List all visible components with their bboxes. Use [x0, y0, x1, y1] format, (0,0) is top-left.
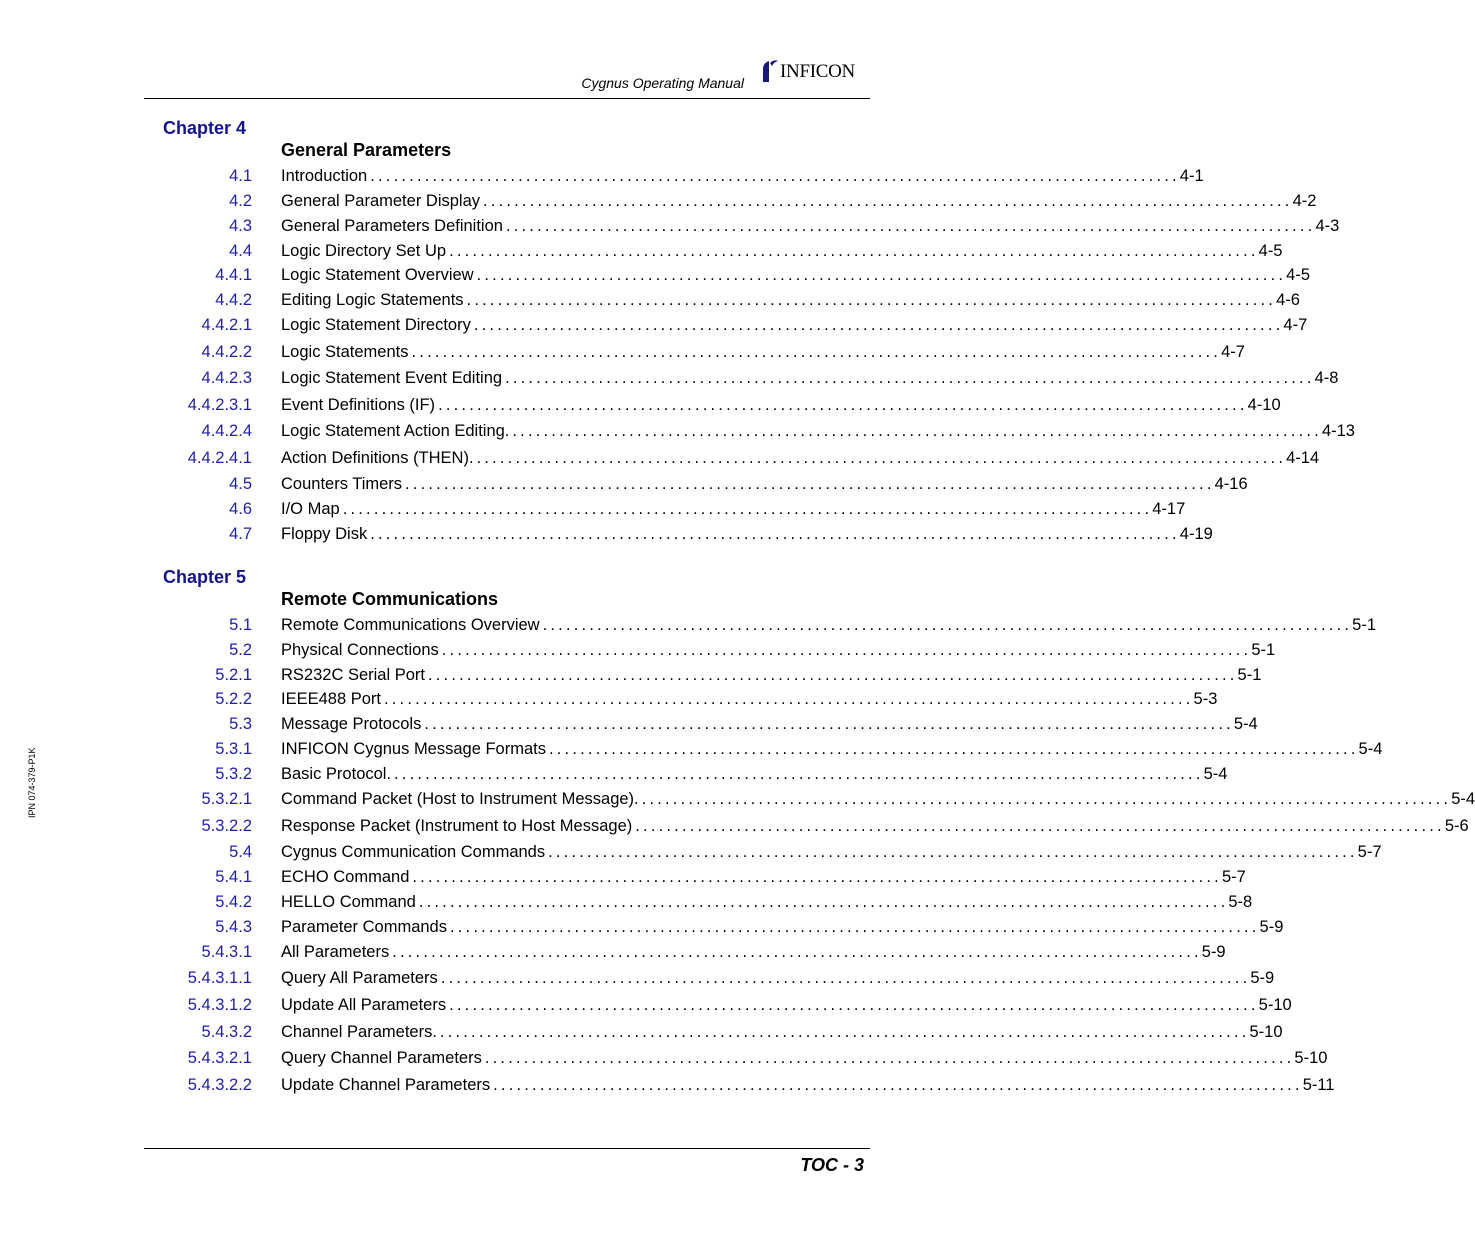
dot-leader: ........................................................................................................ [641, 790, 1452, 808]
page-number: 4-1 [1179, 167, 1204, 185]
section-number[interactable]: 5.2.2 [215, 690, 252, 708]
section-title: Cygnus Communication Commands [281, 843, 546, 861]
section-title: Message Protocols [281, 715, 422, 733]
dot-leader: ........................................................................................................ [438, 396, 1248, 414]
toc-entry[interactable] [144, 616, 1377, 638]
toc-entry[interactable] [144, 369, 1339, 391]
section-title: Counters Timers [281, 475, 403, 493]
page-number: 5-7 [1357, 843, 1382, 861]
section-title: Logic Statements [281, 343, 409, 361]
section-title: Floppy Disk [281, 525, 368, 543]
section-number[interactable]: 5.4.3.2 [201, 1023, 252, 1041]
toc-entry[interactable] [144, 666, 1262, 688]
section-number[interactable]: 5.4.3 [215, 918, 252, 936]
dot-leader: ........................................................................................................ [411, 343, 1222, 361]
toc-entry[interactable] [144, 422, 1355, 444]
toc-entry[interactable] [144, 266, 1311, 288]
dot-leader: ........................................................................................................ [441, 641, 1252, 659]
section-number[interactable]: 5.2 [229, 641, 252, 659]
page-number: 4-14 [1286, 449, 1320, 467]
logo-text: INFICON [780, 61, 855, 82]
section-title: Action Definitions (THEN). [281, 449, 474, 467]
section-number[interactable]: 5.1 [229, 616, 252, 634]
dot-leader: ........................................................................................................ [392, 943, 1202, 961]
section-title: Command Packet (Host to Instrument Message). [281, 790, 639, 808]
inficon-logo [760, 58, 872, 84]
section-title: Remote Communications Overview [281, 616, 540, 634]
toc-entry[interactable] [144, 943, 1226, 965]
page-number: 4-8 [1314, 369, 1339, 387]
dot-leader: ........................................................................................................ [412, 868, 1222, 886]
section-title: Editing Logic Statements [281, 291, 464, 309]
page-number: 4-5 [1286, 266, 1311, 284]
dot-leader: ........................................................................................................ [484, 1049, 1295, 1067]
toc-entry[interactable] [144, 765, 1228, 787]
toc-entry[interactable] [144, 893, 1253, 915]
dot-leader: ........................................................................................................ [342, 500, 1153, 518]
section-number[interactable]: 5.4 [229, 843, 252, 861]
section-number[interactable]: 4.4 [229, 242, 252, 260]
section-number[interactable]: 4.4.2.1 [201, 316, 252, 334]
section-number[interactable]: 5.4.3.1.2 [187, 996, 252, 1014]
dot-leader: ........................................................................................................ [505, 369, 1315, 387]
page-label: TOC - 3 [800, 1155, 864, 1175]
section-number[interactable]: 4.5 [229, 475, 252, 493]
chapter-label[interactable]: Chapter 5 [163, 567, 247, 587]
section-number[interactable]: 4.4.2.4 [201, 422, 252, 440]
page-number: 5-7 [1221, 868, 1246, 886]
page-number: 5-6 [1444, 817, 1469, 835]
toc-entry[interactable] [144, 1049, 1328, 1071]
section-number[interactable]: 5.4.3.2.1 [187, 1049, 252, 1067]
section-title: General Parameter Display [281, 192, 480, 210]
toc-entry[interactable] [144, 242, 1283, 264]
section-number[interactable]: 5.4.3.2.2 [187, 1076, 252, 1094]
page-number: 5-9 [1259, 918, 1284, 936]
toc-entry[interactable] [144, 690, 1218, 712]
toc-entry[interactable] [144, 449, 1320, 471]
section-number[interactable]: 4.4.2.2 [201, 343, 252, 361]
section-number[interactable]: 4.2 [229, 192, 252, 210]
footer-rule [144, 1148, 870, 1149]
section-number[interactable]: 4.4.2.4.1 [187, 449, 252, 467]
dot-leader: ........................................................................................................ [394, 765, 1204, 783]
section-title: Introduction [281, 167, 368, 185]
toc-entry[interactable] [144, 1023, 1283, 1045]
section-number[interactable]: 4.4.1 [215, 266, 252, 284]
toc-entry[interactable] [144, 475, 1248, 497]
section-number[interactable]: 5.2.1 [215, 666, 252, 684]
page-number: 4-7 [1283, 316, 1308, 334]
page-number: 5-10 [1249, 1023, 1283, 1041]
dot-leader: ........................................................................................................ [424, 715, 1234, 733]
page-number: 5-1 [1352, 616, 1377, 634]
toc-entry[interactable] [144, 969, 1275, 991]
toc-entry[interactable] [144, 740, 1383, 762]
section-number[interactable]: 4.3 [229, 217, 252, 235]
toc-entry[interactable] [144, 790, 1475, 812]
dot-leader: ........................................................................................................ [466, 291, 1277, 309]
section-title: RS232C Serial Port [281, 666, 425, 684]
section-title: Update All Parameters [281, 996, 447, 1014]
page-number: 4-17 [1152, 500, 1186, 518]
dot-leader: ........................................................................................................ [370, 525, 1180, 543]
page-number: 5-1 [1237, 666, 1262, 684]
dot-leader: ........................................................................................................ [440, 969, 1251, 987]
section-title: Logic Directory Set Up [281, 242, 447, 260]
section-number[interactable]: 5.3.1 [215, 740, 252, 758]
section-number[interactable]: 5.3 [229, 715, 252, 733]
page-number: 5-11 [1302, 1076, 1335, 1094]
section-title: Logic Statement Directory [281, 316, 471, 334]
dot-leader: ........................................................................................................ [439, 1023, 1250, 1041]
dot-leader: ........................................................................................................ [635, 817, 1445, 835]
section-title: Query All Parameters [281, 969, 438, 987]
page-number: 4-10 [1247, 396, 1281, 414]
section-number[interactable]: 5.3.2.2 [201, 817, 252, 835]
page-number: 5-4 [1203, 765, 1228, 783]
section-title: IEEE488 Port [281, 690, 381, 708]
section-title: Logic Statement Overview [281, 266, 474, 284]
section-number[interactable]: 5.4.1 [215, 868, 252, 886]
page-number: 4-6 [1276, 291, 1300, 309]
toc-entry[interactable] [144, 918, 1284, 940]
page-number: 5-3 [1193, 690, 1218, 708]
page-number: 4-5 [1258, 242, 1283, 260]
dot-leader: ........................................................................................................ [542, 616, 1353, 634]
page-number: 5-4 [1451, 790, 1475, 808]
section-number[interactable]: 4.7 [229, 525, 252, 543]
manual-title: Cygnus Operating Manual [581, 75, 744, 91]
section-title: HELLO Command [281, 893, 416, 911]
dot-leader: ........................................................................................................ [512, 422, 1322, 440]
dot-leader: ........................................................................................................ [548, 740, 1359, 758]
page-number: 5-9 [1201, 943, 1226, 961]
section-title: All Parameters [281, 943, 390, 961]
section-title: ECHO Command [281, 868, 410, 886]
toc-entry[interactable] [144, 525, 1213, 547]
section-number[interactable]: 5.3.2 [215, 765, 252, 783]
dot-leader: ........................................................................................................ [505, 217, 1316, 235]
page-number: 5-9 [1250, 969, 1275, 987]
dot-leader: ........................................................................................................ [493, 1076, 1303, 1094]
dot-leader: ........................................................................................................ [476, 449, 1287, 467]
toc-entry[interactable] [144, 167, 1204, 189]
page-number: 5-10 [1258, 996, 1292, 1014]
toc-entry[interactable] [144, 868, 1246, 890]
section-number[interactable]: 5.3.2.1 [201, 790, 252, 808]
section-title: Channel Parameters. [281, 1023, 437, 1041]
toc-entry[interactable] [144, 192, 1317, 214]
dot-leader: ........................................................................................................ [548, 843, 1358, 861]
page-number: 4-13 [1321, 422, 1355, 440]
toc-entry[interactable] [144, 843, 1382, 865]
chapter-title: Remote Communications [281, 589, 499, 609]
dot-leader: ........................................................................................................ [383, 690, 1194, 708]
section-title: Response Packet (Instrument to Host Message) [281, 817, 633, 835]
dot-leader: ........................................................................................................ [418, 893, 1229, 911]
toc-entry[interactable] [144, 316, 1308, 338]
header-rule [144, 98, 870, 99]
dot-leader: ........................................................................................................ [449, 242, 1259, 260]
page-number: 5-4 [1358, 740, 1383, 758]
page-number: 5-4 [1233, 715, 1258, 733]
page-number: 5-1 [1251, 641, 1276, 659]
section-number[interactable]: 4.6 [229, 500, 252, 518]
section-title: Logic Statement Action Editing. [281, 422, 510, 440]
dot-leader: ........................................................................................................ [370, 167, 1180, 185]
section-title: INFICON Cygnus Message Formats [281, 740, 546, 758]
toc-entry[interactable] [144, 343, 1245, 365]
section-title: Event Definitions (IF) [281, 396, 436, 414]
section-number[interactable]: 4.1 [229, 167, 252, 185]
dot-leader: ........................................................................................................ [405, 475, 1215, 493]
dot-leader: ........................................................................................................ [427, 666, 1238, 684]
toc-entry[interactable] [144, 291, 1300, 313]
section-title: Update Channel Parameters [281, 1076, 491, 1094]
section-title: Basic Protocol. [281, 765, 392, 783]
section-number[interactable]: 5.4.3.1.1 [187, 969, 252, 987]
page-number: 4-3 [1315, 217, 1340, 235]
page-number: 4-16 [1214, 475, 1248, 493]
toc-entry[interactable] [144, 996, 1292, 1018]
toc-entry[interactable] [144, 715, 1258, 737]
dot-leader: ........................................................................................................ [473, 316, 1284, 334]
section-number[interactable]: 4.4.2 [215, 291, 252, 309]
dot-leader: ........................................................................................................ [449, 996, 1259, 1014]
chapter-label[interactable]: Chapter 4 [163, 118, 247, 138]
toc-entry[interactable] [144, 817, 1469, 839]
section-title: Logic Statement Event Editing [281, 369, 503, 387]
dot-leader: ........................................................................................................ [476, 266, 1287, 284]
section-title: Query Channel Parameters [281, 1049, 482, 1067]
section-title: Physical Connections [281, 641, 439, 659]
page-number: 4-7 [1221, 343, 1245, 361]
section-number[interactable]: 4.4.2.3.1 [187, 396, 252, 414]
toc-entry[interactable] [144, 641, 1276, 663]
page-number: 5-8 [1228, 893, 1253, 911]
section-number[interactable]: 4.4.2.3 [201, 369, 252, 387]
dot-leader: ........................................................................................................ [449, 918, 1260, 936]
logo-swoosh-icon [760, 58, 780, 84]
section-title: General Parameters Definition [281, 217, 503, 235]
section-number[interactable]: 5.4.2 [215, 893, 252, 911]
toc-entry[interactable] [144, 500, 1186, 522]
toc-entry[interactable] [144, 396, 1281, 418]
chapter-title: General Parameters [281, 140, 452, 160]
dot-leader: ........................................................................................................ [483, 192, 1293, 210]
page-number: 5-10 [1294, 1049, 1328, 1067]
page-number: 4-19 [1179, 525, 1213, 543]
page-number: 4-2 [1292, 192, 1317, 210]
section-title: Parameter Commands [281, 918, 447, 936]
section-title: I/O Map [281, 500, 340, 518]
section-number[interactable]: 5.4.3.1 [201, 943, 252, 961]
document-id: IPN 074-379-P1K [27, 747, 37, 818]
toc-entry[interactable] [144, 217, 1340, 239]
toc-entry[interactable] [144, 1076, 1335, 1098]
